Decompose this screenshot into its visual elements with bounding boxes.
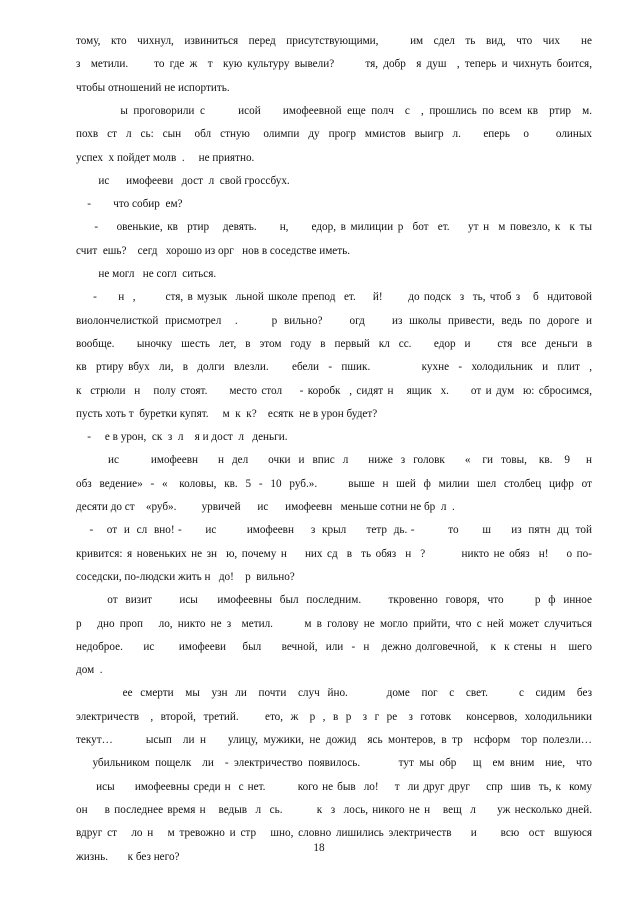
text-line: жизнь. к без него?	[76, 850, 180, 863]
text-line: р дно проп ло, никто не з метил. м в голову не могло прийти, что с ней может случиться	[76, 617, 592, 630]
text-line: электричеств , второй, третий. ето, ж р , в р з г ре з готовк консервов, холодильники	[76, 710, 592, 723]
text-line: вдруг ст ло н м тревожно и стр шно, словно лишились электричеств и всю ост вшуюся	[76, 827, 592, 840]
text-line: тому, кто чихнул, извиниться перед присутствующими, им сдел ть вид, что чих не	[76, 35, 592, 47]
text-line: - н , стя, в музык льной школе препод ет. й! до подск з ть, чтоб з б ндитовой	[76, 291, 592, 304]
text-line: ее смерти мы узн ли почти случ йно. доме пог с свет. с сидим без	[76, 687, 592, 700]
text-line: вообще. ыночку шесть лет, в этом году в первый кл сс. едор и стя все деньги в	[76, 337, 592, 350]
text-line: кривится: я новеньких не зн ю, почему н них сд в ть обяз н ? никто не обяз н! о по-	[76, 547, 592, 560]
text-line: похв ст л сь: сын обл стную олимпи ду прогр ммистов выигр л. еперь о олиных	[76, 128, 592, 141]
text-line: к стрюли н полу стоят. место стол - коробк , сидят н ящик х. от и дум ю: сбросимся,	[76, 384, 592, 397]
text-line: обз ведение» - « коловы, кв. 5 - 10 руб.». выше н шей ф милии шел столбец цифр от	[76, 477, 592, 490]
text-line: он в последнее время н ведыв л сь. к з лось, никого не н вещ л уж несколько дней.	[76, 803, 592, 816]
text-line: дом .	[76, 664, 103, 677]
text-line: десяти до ст «руб». урвичей ис имофеевн меньше сотни не бр л .	[76, 501, 455, 513]
text-line: ис имофееви дост л свой гроссбух.	[76, 174, 290, 187]
text-line: исы имофеевны среди н с нет. кого не быв ло! т ли друг друг спр шив ть, к кому	[76, 780, 592, 793]
text-line: соседски, по-людски жить н до! р вильно?	[76, 570, 295, 583]
text-line: - е в урон, ск з л я и дост л деньги.	[76, 431, 288, 444]
page-number: 18	[313, 842, 325, 854]
text-line: от визит исы имофеевны был последним. ткровенно говоря, что р ф инное	[76, 594, 592, 607]
text-line: - что собир ем?	[76, 198, 183, 211]
text-line: не могл не согл ситься.	[76, 268, 217, 280]
text-line: успех х пойдет молв . не приятно.	[76, 151, 255, 164]
text-line: - овенькие, кв ртир девять. н, едор, в милиции р бот ет. ут н м повезло, к к ты	[76, 221, 592, 234]
text-line: недоброе. ис имофееви был вечной, или - н дежно долговечной, к к стены н шего	[76, 640, 592, 653]
text-line: чтобы отношений не испортить.	[76, 81, 230, 94]
text-line: текут… ысып ли н улицу, мужики, не дожид ясь монтеров, в тр нсформ тор полезли…	[76, 734, 592, 746]
text-line: убильником пощелк ли - электричество появилось. тут мы обр щ ем вним ние, что	[76, 757, 592, 770]
text-line: виолончелисткой присмотрел . р вильно? огд из школы привести, ведь по дороге и	[76, 314, 592, 327]
text-line: кв ртиру вбух ли, в долги влезли. ебели - пшик. кухне - холодильник и плит ,	[76, 361, 592, 374]
text-line: - от и сл вно! - ис имофеевн з крыл тетр дь. - то ш из пятн дц той	[76, 524, 592, 537]
text-line: пусть хоть т буретки купят. м к к? есятк не в урон будет?	[76, 407, 378, 420]
text-line: счит ешь? сегд хорошо из орг нов в соседстве иметь.	[76, 244, 351, 257]
text-line: ы проговорили с исой имофеевной еще полч с , прошлись по всем кв ртир м.	[76, 104, 592, 117]
text-line: ис имофеевн н дел очки и впис л ниже з головк « ги товы, кв. 9 н	[76, 454, 592, 467]
text-line: з метили. то где ж т кую культуру вывели? тя, добр я душ , теперь и чихнуть боится,	[76, 58, 592, 71]
